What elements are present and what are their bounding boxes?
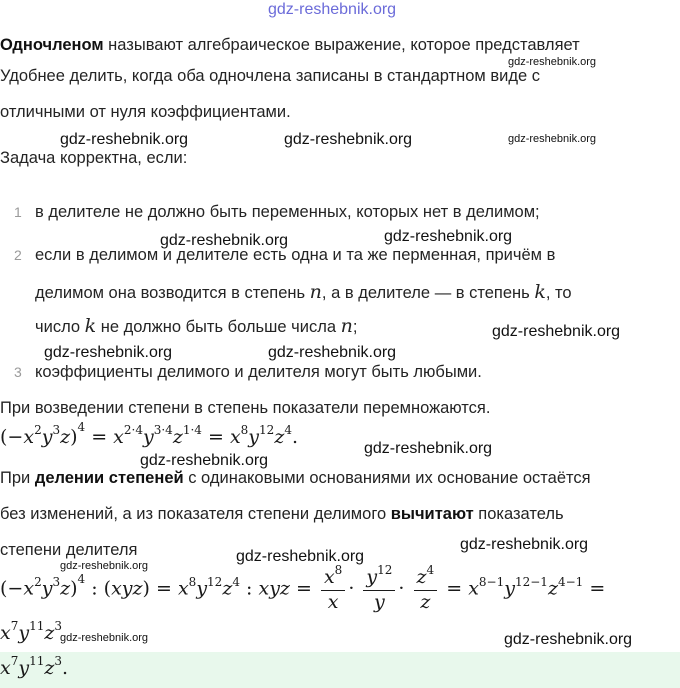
condition-2-line-3: число k не должно быть больше числа n;: [35, 315, 358, 337]
intro-line-1-rest: называют алгебраическое выражение, которое представляет: [103, 36, 580, 54]
watermark: gdz-reshebnik.org: [384, 228, 513, 245]
task-heading: Задача корректна, если:: [0, 149, 188, 167]
intro-line-3: отличными от нуля коэффициентами.: [0, 103, 291, 121]
watermark: gdz-reshebnik.org: [60, 131, 189, 148]
watermark: gdz-reshebnik.org: [460, 536, 589, 553]
watermark: gdz-reshebnik.org: [140, 452, 269, 469]
answer-highlight: [0, 652, 680, 688]
watermark: gdz-reshebnik.org: [508, 56, 597, 68]
watermark: gdz-reshebnik.org: [284, 131, 413, 148]
formula-power: $(-x^2y^3z)^4 = x^{2\cdot 4}y^{3\cdot 4}z^{1\cdot 4} = x^8y^{12}z^4$.: [0, 420, 299, 448]
watermark: gdz-reshebnik.org: [60, 560, 149, 572]
final-answer: $x^7y^{11}z^3$.: [0, 654, 69, 679]
watermark: gdz-reshebnik.org: [364, 440, 493, 457]
bold-term: Одночленом: [0, 36, 104, 54]
formula-division: $(-x^2y^3z)^4$ : $(xyz) = x^8y^{12}z^4$ : xyz = $\frac{x^8}{x}$ · $\frac{y^{12}}{y}$ · $\frac{z^4}{z}$ = $x^{8-1}y^{12-1}z^{4-1}$ =: [0, 563, 606, 613]
watermark: gdz-reshebnik.org: [504, 631, 633, 648]
var-k: k: [534, 281, 546, 303]
condition-number-3: 3: [14, 364, 22, 380]
condition-2-line-2: делимом она возводится в степень n, а в делителе — в степень k, то: [35, 281, 572, 303]
bold-subtract: вычитают: [390, 505, 474, 523]
division-rule-line-2: без изменений, а из показателя степени делимого вычитают показатель: [0, 505, 564, 523]
watermark-top: gdz-reshebnik.org: [268, 1, 397, 18]
var-n: n: [309, 281, 322, 303]
condition-number-1: 1: [14, 204, 22, 220]
condition-2-line-1: если в делимом и делителе есть одна и та же перменная, причём в: [35, 246, 556, 264]
watermark: gdz-reshebnik.org: [492, 323, 621, 340]
watermark: gdz-reshebnik.org: [236, 548, 365, 565]
bold-division: делении степеней: [34, 469, 184, 487]
formula-division-continued: $x^7y^{11}z^3$: [0, 619, 63, 644]
condition-3-text: коэффициенты делимого и делителя могут быть любыми.: [35, 363, 482, 381]
division-rule-line-3: степени делителя: [0, 541, 138, 559]
watermark: gdz-reshebnik.org: [508, 133, 597, 145]
watermark: gdz-reshebnik.org: [60, 632, 149, 644]
condition-1-text: в делителе не должно быть переменных, которых нет в делимом;: [35, 203, 540, 221]
intro-line-1: [0, 35, 580, 55]
division-rule-line-1: При делении степеней с одинаковыми основаниями их основание остаётся: [0, 469, 591, 487]
var-k: k: [84, 315, 97, 337]
watermark: gdz-reshebnik.org: [268, 344, 397, 361]
var-n: n: [340, 315, 353, 337]
condition-number-2: 2: [14, 247, 22, 263]
intro-line-2: Удобнее делить, когда оба одночлена записаны в стандартном виде с: [0, 67, 540, 85]
watermark: gdz-reshebnik.org: [160, 232, 289, 249]
watermark: gdz-reshebnik.org: [44, 344, 173, 361]
power-rule: При возведении степени в степень показатели перемножаются.: [0, 399, 491, 417]
